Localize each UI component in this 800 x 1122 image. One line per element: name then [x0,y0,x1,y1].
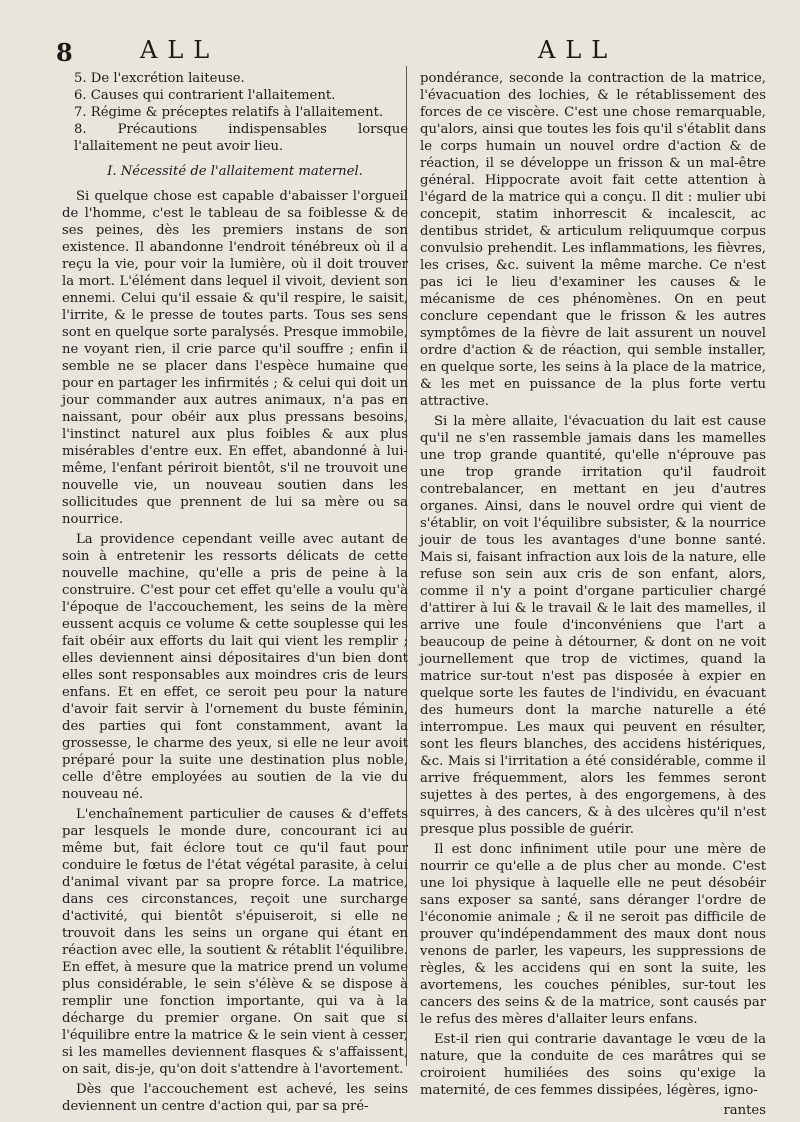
right-column [420,70,766,1122]
paragraph: Dès que l'accouchement est achevé, les seins deviennent un centre d'action qui, par sa pré- [62,1082,408,1114]
catchword: rantes [723,1103,766,1118]
paragraph: Est-il rien qui contrarie davantage le vœu de la nature, que la conduite de ces marâtres qui se croiroient humiliées des soins qu'exige la maternité, de ces femmes dissipées, légères, igno- [420,1032,766,1098]
contents-list [62,70,408,155]
paragraph: Si quelque chose est capable d'abaisser l'orgueil de l'homme, c'est le tableau de sa foiblesse & de ses peines, dès les premiers instans de son existence. Il abandonne l'endroit ténébreux où il a reçu la vie, pour voir la lumière, où il doit trouver la mort. L'élément dans lequel il vivoit, devient son ennemi. Celui qu'il essaie & qu'il respire, le saisit, l'irrite, & le presse de toutes parts. Tous ses sens sont en quelque sorte paralysés. Presque immobile, ne voyant rien, il crie parce qu'il souffre ; enfin il semble ne se placer dans l'espèce humaine que pour en partager les infirmités ; & celui qui doit un jour commander aux autres animaux, n'a pas en naissant, pour obéir aux plus pressans besoins, l'instinct naturel aux plus foibles & aux plus misérables d'entre eux. En effet, abandonné à lui-même, l'enfant périroit bientôt, s'il ne trouvoit une nouvelle vie, un nouveau soutien dans les sollicitudes que prennent de lui sa mère ou sa nourrice. [62,189,408,527]
paragraph: Si la mère allaite, l'évacuation du lait est cause qu'il ne s'en rassemble jamais dans les mamelles une trop grande quantité, qu'elle n'éprouve pas une trop grande irritation qu'il faudroit contrebalancer, en mettant en jeu d'autres organes. Ainsi, dans le nouvel ordre qui vient de s'établir, on voit l'équilibre subsister, & la nourrice jouir de tous les avantages d'une bonne santé. Mais si, faisant infraction aux lois de la nature, elle refuse son sein aux cris de son enfant, alors, comme il n'y a point d'organe particulier chargé d'attirer à lui & le travail & le lait des mamelles, il arrive une foule d'inconvéniens que l'art a beaucoup de peine à détourner, & dont on ne voit journellement que trop de victimes, quand la matrice sur-tout n'est pas disposée à expier en quelque sorte les fautes de l'individu, en évacuant des humeurs dont la marche naturelle a été interrompue. Les maux qui peuvent en résulter, sont les fleurs blanches, des accidens histériques, &c. Mais si l'irritation a été considérable, comme il arrive fréquemment, alors les femmes seront sujettes à des pertes, à des engorgemens, à des squirres, à des cancers, & à des ulcères qu'il n'est presque plus possible de guérir. [420,414,766,837]
running-head-left: ALL [140,36,220,64]
section-title: I. Nécessité de l'allaitement maternel. [107,164,363,179]
list-item: 8. Précautions indispensables lorsque l'allaitement ne peut avoir lieu. [74,122,408,154]
list-item: 6. Causes qui contrarient l'allaitement. [74,88,336,103]
paragraph: L'enchaînement particulier de causes & d'effets par lesquels le monde dure, concourant ici au même but, fait éclore tout ce qu'il faut pour conduire le fœtus de l'état végétal parasite, à celui d'animal vivant par sa propre force. La matrice, dans ces circonstances, reçoit une surcharge d'activité, qui bientôt s'épuiseroit, si elle ne trouvoit dans les seins un organe qui étant en réaction avec elle, la soutient & rétablit l'équilibre. En effet, à mesure que la matrice prend un volume plus considérable, le sein s'élève & se dispose à remplir une fonction importante, qui va à la décharge du premier organe. On sait que si l'équilibre entre la matrice & le sein vient à cesser, si les mamelles deviennent flasques & s'affaissent, on sait, dis-je, qu'on doit s'attendre à l'avortement. [62,807,408,1077]
page-number: 8 [56,38,73,67]
running-head-right: ALL [538,36,618,64]
left-column [62,70,408,1118]
paragraph: Il est donc infiniment utile pour une mère de nourrir ce qu'elle a de plus cher au monde. C'est une loi physique à laquelle elle ne peut désobéir sans exposer sa santé, sans déranger l'ordre de l'économie animale ; & il ne seroit pas difficile de prouver qu'indépendamment des maux dont nous venons de parler, les vapeurs, les suppressions de règles, & les accidens qui en sont la suite, les avortemens, les couches pénibles, sur-tout les cancers des seins & de la matrice, sont causés par le refus des mères d'allaiter leurs enfans. [420,842,766,1027]
list-item: 5. De l'excrétion laiteuse. [74,71,245,86]
paragraph: pondérance, seconde la contraction de la matrice, l'évacuation des lochies, & le rétablissement des forces de ce viscère. C'est une chose remarquable, qu'alors, ainsi que toutes les fois qu'il s'établit dans le corps humain un nouvel ordre d'action & de réaction, il se développe un frisson & un mal-être général. Hippocrate avoit fait cette attention à l'égard de la matrice qui a conçu. Il dit : mulier ubi concepit, statim inhorrescit & incalescit, ac dentibus stridet, & articulum reliquumque corpus convulsio prehendit. Les inflammations, les fièvres, les crises, &c. suivent la même marche. Ce n'est pas ici le lieu d'examiner les causes & le mécanisme de ces phénomènes. On en peut conclure cependant que le frisson & les autres symptômes de la fièvre de lait assurent un nouvel ordre d'action & de réaction, qui semble installer, en quelque sorte, les seins à la place de la matrice, & les met en puissance de la plus forte vertu attractive. [420,71,766,409]
list-item: 7. Régime & préceptes relatifs à l'allaitement. [74,105,384,120]
paragraph: La providence cependant veille avec autant de soin à entretenir les ressorts délicats de cette nouvelle machine, qu'elle a pris de peine à la construire. C'est pour cet effet qu'elle a voulu qu'à l'époque de l'accouchement, les seins de la mère eussent acquis ce volume & cette souplesse qui les fait obéir aux efforts du lait qui vient les remplir ; elles deviennent ainsi dépositaires d'un bien dont elles sont responsables aux moindres cris de leurs enfans. Et en effet, ce seroit peu pour la nature d'avoir fait servir à l'ornement du buste féminin, des parties qui font constamment, avant la grossesse, le charme des yeux, si elle ne leur avoit préparé pour la suite une destination plus noble, celle d'être employées au soutien de la vie du nouveau né. [62,532,408,802]
